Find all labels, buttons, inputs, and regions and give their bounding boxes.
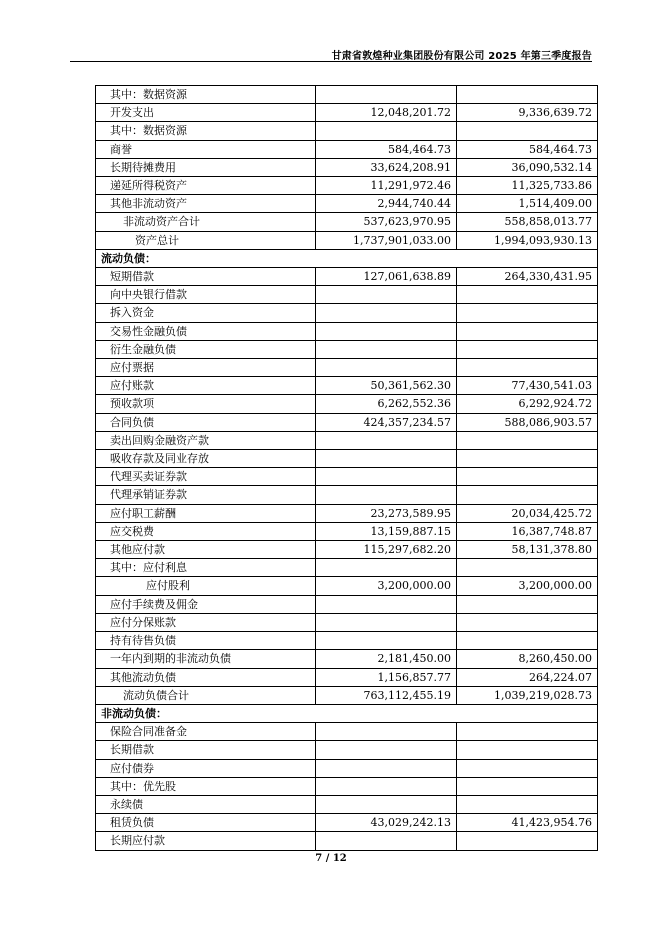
balance-sheet-body (96, 86, 598, 851)
row-label: 长期待摊费用 (96, 158, 316, 176)
table-row (96, 814, 598, 832)
prior-period-value: 11,325,733.86 (457, 177, 598, 195)
row-label: 其中：数据资源 (96, 122, 316, 140)
current-period-value (316, 322, 457, 340)
row-label: 长期借款 (96, 741, 316, 759)
table-row (96, 195, 598, 213)
row-label: 其他非流动资产 (96, 195, 316, 213)
row-label: 衍生金融负债 (96, 340, 316, 358)
row-label: 合同负债 (96, 413, 316, 431)
prior-period-value: 8,260,450.00 (457, 650, 598, 668)
current-period-value (316, 795, 457, 813)
row-label: 应付分保账款 (96, 613, 316, 631)
current-period-value (316, 304, 457, 322)
row-label: 商誉 (96, 140, 316, 158)
current-period-value (316, 359, 457, 377)
prior-period-value: 584,464.73 (457, 140, 598, 158)
prior-period-value (457, 632, 598, 650)
row-label: 应付票据 (96, 359, 316, 377)
current-period-value: 537,623,970.95 (316, 213, 457, 231)
table-row (96, 795, 598, 813)
row-label: 代理买卖证券款 (96, 468, 316, 486)
row-label: 非流动资产合计 (96, 213, 316, 231)
row-label: 交易性金融负债 (96, 322, 316, 340)
table-row (96, 559, 598, 577)
table-row (96, 577, 598, 595)
row-label: 一年内到期的非流动负债 (96, 650, 316, 668)
table-row (96, 486, 598, 504)
prior-period-value (457, 777, 598, 795)
prior-period-value (457, 322, 598, 340)
table-row (96, 122, 598, 140)
table-row (96, 413, 598, 431)
row-label: 预收款项 (96, 395, 316, 413)
row-label: 应付股利 (96, 577, 316, 595)
current-period-value: 584,464.73 (316, 140, 457, 158)
table-row (96, 340, 598, 358)
row-label: 卖出回购金融资产款 (96, 431, 316, 449)
current-period-value (316, 450, 457, 468)
row-label: 持有待售负债 (96, 632, 316, 650)
section-header-row (96, 249, 598, 267)
prior-period-value (457, 340, 598, 358)
current-period-value: 11,291,972.46 (316, 177, 457, 195)
prior-period-value: 558,858,013.77 (457, 213, 598, 231)
table-row (96, 140, 598, 158)
prior-period-value (457, 723, 598, 741)
current-period-value: 33,624,208.91 (316, 158, 457, 176)
row-label: 应付手续费及佣金 (96, 595, 316, 613)
current-period-value: 43,029,242.13 (316, 814, 457, 832)
current-period-value (316, 759, 457, 777)
table-row (96, 104, 598, 122)
current-period-value (316, 723, 457, 741)
current-period-value (316, 632, 457, 650)
table-row (96, 522, 598, 540)
row-label: 应付职工薪酬 (96, 504, 316, 522)
section-label: 流动负债： (96, 249, 598, 267)
prior-period-value (457, 795, 598, 813)
row-label: 其他流动负债 (96, 668, 316, 686)
prior-period-value: 588,086,903.57 (457, 413, 598, 431)
table-row (96, 231, 598, 249)
current-period-value: 115,297,682.20 (316, 541, 457, 559)
prior-period-value: 1,514,409.00 (457, 195, 598, 213)
current-period-value: 6,262,552.36 (316, 395, 457, 413)
prior-period-value: 6,292,924.72 (457, 395, 598, 413)
current-period-value: 12,048,201.72 (316, 104, 457, 122)
prior-period-value: 20,034,425.72 (457, 504, 598, 522)
row-label: 应付债券 (96, 759, 316, 777)
table-row (96, 541, 598, 559)
current-period-value: 763,112,455.19 (316, 686, 457, 704)
table-row (96, 450, 598, 468)
current-period-value (316, 286, 457, 304)
section-label: 非流动负债： (96, 704, 598, 722)
current-period-value (316, 122, 457, 140)
table-row (96, 468, 598, 486)
current-period-value (316, 777, 457, 795)
balance-sheet-table (95, 85, 598, 851)
prior-period-value: 264,330,431.95 (457, 268, 598, 286)
table-row (96, 431, 598, 449)
table-row (96, 304, 598, 322)
row-label: 永续债 (96, 795, 316, 813)
current-period-value (316, 559, 457, 577)
current-period-value: 1,737,901,033.00 (316, 231, 457, 249)
table-row (96, 504, 598, 522)
row-label: 应交税费 (96, 522, 316, 540)
prior-period-value: 1,994,093,930.13 (457, 231, 598, 249)
prior-period-value (457, 431, 598, 449)
current-period-value: 13,159,887.15 (316, 522, 457, 540)
table-row (96, 777, 598, 795)
current-period-value (316, 468, 457, 486)
prior-period-value (457, 486, 598, 504)
prior-period-value: 58,131,378.80 (457, 541, 598, 559)
table-row (96, 741, 598, 759)
table-row (96, 268, 598, 286)
prior-period-value (457, 595, 598, 613)
row-label: 拆入资金 (96, 304, 316, 322)
prior-period-value: 264,224.07 (457, 668, 598, 686)
table-row (96, 158, 598, 176)
table-row (96, 832, 598, 850)
current-period-value: 127,061,638.89 (316, 268, 457, 286)
prior-period-value (457, 86, 598, 104)
row-label: 租赁负债 (96, 814, 316, 832)
prior-period-value (457, 450, 598, 468)
prior-period-value (457, 122, 598, 140)
row-label: 其中：优先股 (96, 777, 316, 795)
row-label: 流动负债合计 (96, 686, 316, 704)
table-row (96, 650, 598, 668)
current-period-value: 2,181,450.00 (316, 650, 457, 668)
row-label: 其他应付款 (96, 541, 316, 559)
row-label: 保险合同准备金 (96, 723, 316, 741)
current-period-value: 1,156,857.77 (316, 668, 457, 686)
row-label: 长期应付款 (96, 832, 316, 850)
row-label: 吸收存款及同业存放 (96, 450, 316, 468)
row-label: 开发支出 (96, 104, 316, 122)
current-period-value: 50,361,562.30 (316, 377, 457, 395)
prior-period-value (457, 613, 598, 631)
current-period-value (316, 595, 457, 613)
table-row (96, 377, 598, 395)
prior-period-value: 9,336,639.72 (457, 104, 598, 122)
table-row (96, 613, 598, 631)
row-label: 其中：数据资源 (96, 86, 316, 104)
row-label: 资产总计 (96, 231, 316, 249)
row-label: 向中央银行借款 (96, 286, 316, 304)
table-row (96, 359, 598, 377)
prior-period-value: 3,200,000.00 (457, 577, 598, 595)
table-row (96, 632, 598, 650)
prior-period-value: 77,430,541.03 (457, 377, 598, 395)
prior-period-value: 1,039,219,028.73 (457, 686, 598, 704)
prior-period-value (457, 468, 598, 486)
header-divider (70, 61, 592, 62)
table-row (96, 723, 598, 741)
table-row (96, 86, 598, 104)
row-label: 应付账款 (96, 377, 316, 395)
prior-period-value (457, 359, 598, 377)
current-period-value: 424,357,234.57 (316, 413, 457, 431)
row-label: 其中：应付利息 (96, 559, 316, 577)
table-row (96, 322, 598, 340)
current-period-value: 23,273,589.95 (316, 504, 457, 522)
current-period-value (316, 741, 457, 759)
current-period-value (316, 86, 457, 104)
current-period-value (316, 340, 457, 358)
table-row (96, 395, 598, 413)
row-label: 代理承销证券款 (96, 486, 316, 504)
page-number: 7 / 12 (315, 853, 347, 864)
prior-period-value (457, 832, 598, 850)
row-label: 递延所得税资产 (96, 177, 316, 195)
prior-period-value (457, 759, 598, 777)
table-row (96, 759, 598, 777)
current-period-value (316, 832, 457, 850)
section-header-row (96, 704, 598, 722)
table-row (96, 213, 598, 231)
table-row (96, 177, 598, 195)
table-row (96, 286, 598, 304)
prior-period-value (457, 286, 598, 304)
prior-period-value: 16,387,748.87 (457, 522, 598, 540)
table-row (96, 686, 598, 704)
prior-period-value (457, 559, 598, 577)
row-label: 短期借款 (96, 268, 316, 286)
current-period-value: 2,944,740.44 (316, 195, 457, 213)
table-row (96, 668, 598, 686)
table-row (96, 595, 598, 613)
current-period-value (316, 431, 457, 449)
prior-period-value: 36,090,532.14 (457, 158, 598, 176)
prior-period-value (457, 304, 598, 322)
report-header: 甘肃省敦煌种业集团股份有限公司 2025 年第三季度报告 (331, 51, 592, 62)
prior-period-value: 41,423,954.76 (457, 814, 598, 832)
current-period-value (316, 486, 457, 504)
current-period-value (316, 613, 457, 631)
prior-period-value (457, 741, 598, 759)
current-period-value: 3,200,000.00 (316, 577, 457, 595)
